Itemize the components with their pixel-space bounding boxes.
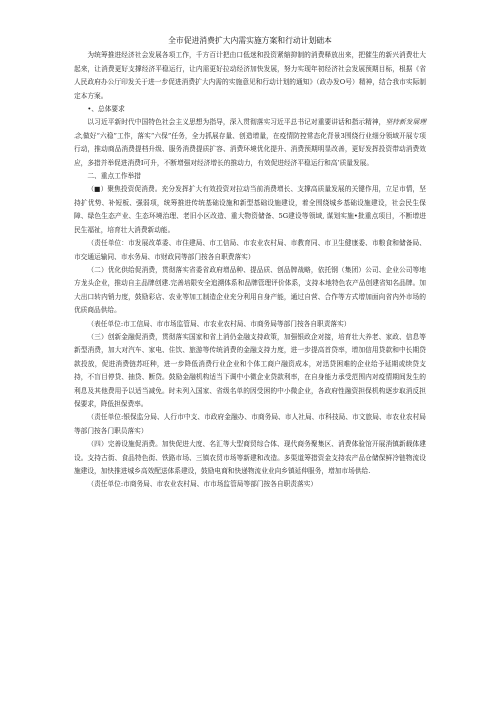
section-1-body-b: 做好“六稳”工作，落实“六保”任务，全力抓展存量、创造增量，在疫情防控常态化背景3围绕行业细分领域开展专项行动，推动商品消费提档升级、服务消费提质扩容、消费环境优化提升、消费预期明显改善，更好发挥投资带动消费效应，多措并举促进消费I可升，不断增强对经济增长的推动力，有效促进经济平稳运行和高’质量发展。: [74, 131, 426, 167]
item-1-responsible-units: （责任单位：市发展改革委、市住建局、市工信局、市农业农村局、市教育同、市卫生健康委、市粮食和储备局、市交通运输同、市水务局、市财政同等部门按各自职费落实）: [74, 239, 426, 261]
section-2-heading: 二、重点工作举措: [87, 172, 141, 181]
item-2-paragraph: （二）优化供给促消费，贯彻落实省委省政府增品种、提品质、创品牌战略，依托钢（集团）公司、企业公司等地方龙头企业，推动自主品牌创建.完善培限安全追溯体系和品牌管理评价体系，支持本地特色农产品创建省知名品牌。加大出口转内销力度，鼓励彩店、农业等加工制造企业充分利用自身产能，通过自营、合作等方式增加面向省内外市场的优质商品供给。: [74, 265, 426, 315]
item-2-responsible-units: （表任单位:市工信局、市市场监管局、市农业农村局、市商务局等部门按各自职责落实）: [87, 319, 351, 328]
section-1-body-italic: 坚持新发展理念,: [74, 118, 427, 140]
item-3-responsible-units: （责任单位:银保监分局、人行市中支、市政府金融办、市商务局、市人社局、市科技局、市文旅局、市农业农村局等部门按各门职员落实）: [74, 413, 426, 435]
document-title: 全市促进消费扩大内需实施方案和行动计划础本: [168, 36, 332, 45]
item-4-paragraph: （四）完善设施促消费。加快促进大度、名汇等大型商贸综合体、现代商务聚集区、消费体验馆开展消镇新载体建设。支持古街、食品特色街、铁路市场、三镇农贸市场等新建和改造。多渠道筹措资金支持农产品仓储保鲜冷链物流设施建设，加快推进城乡高效配送体系建设，鼓励电商和快递物流业业向乡镇延伸服务，增加市场供给.: [74, 440, 426, 475]
item-1-paragraph: （■）聚焦投资促消费。充分发挥扩大有效投资对拉动当前消费增长、支撑高质量发展的关键作用，立足市情，坚持扩优势、补短板、强弱项，统筹推进传统基础设施和新型基础设施建设，着全围绕城乡基础设施建设，社会民生保障、绿色生态产业、生态环境治理、老旧小区改造、重大物资储备、5G建设等领域, 谋划实施•批重点项目，不断增进民生福祉，培育壮大消费新动能。: [74, 185, 426, 234]
item-4-responsible-units: （责任单位:市商务局、市农业农村局、市市场监管局等部门按各自职责落实）: [87, 480, 318, 489]
intro-paragraph: 为统筹推进经济社会发展各项工作，千方百计把由口低迷和投资紧缩抑制的消费释放出来，把催生的新兴消费壮大起来，让消费更好支撑经济平稳运行，让内需更好拉动经济加快发展，努力实现年初经济社会发展预期目标，根据《省人民政府办公厅印发关于进一步促进消费扩大内需的实施意见和行动计划的通知》（政办发O号）精神，结合我市实际制定本方案。: [74, 51, 426, 100]
section-1-body-a: 以习近平新时代中国特色社会主义思想为指导，深入贯彻落实习近平总书记对重要讲话和指示精神，: [87, 118, 386, 127]
section-1-body: [74, 116, 426, 170]
section-1-heading: •、总体要求: [87, 105, 125, 114]
item-3-paragraph: （三）创新金融促消费，贯彻落实国家和省上消仍金融支持政策，加强银政企对接，培育壮大养老、家政、信息等新型消费，加大对汽车、家电、住饮、旅游等传统消费的金融支持力度，进一步提高首贷率，增加信用贷款和中长期贷款投放，促进消费链苏旺种，进一步降低消费行业企业和个体工商户融资成本，对迅贷困难的企业给予延期或续贷支持，不盲目停贷、抽贷、断贷。鼓励金融机构适当下调中小微企业贷款利率，在自身能力承受范围内对疫情期间发生的利息及其他费用予以适当减免。时未列入国家、省级名单的因受困的中小微企业，各政府性融资担保机构逐步取消反担保要求，降低担保费率。: [74, 332, 426, 408]
